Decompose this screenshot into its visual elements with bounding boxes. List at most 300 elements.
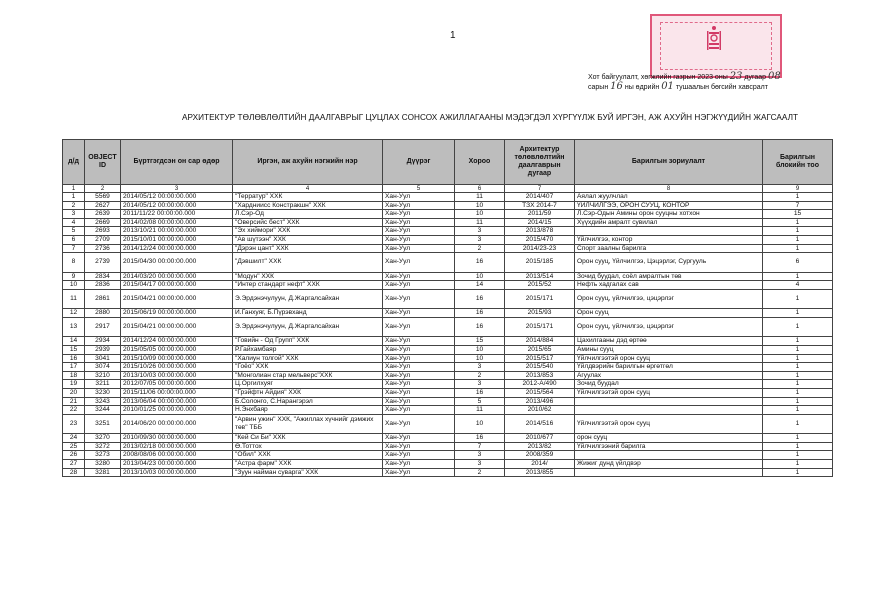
- registered-date: 2010/01/25 00:00:00.000: [121, 406, 233, 415]
- table-row: [63, 371, 833, 380]
- plan-number: 2015/171: [505, 317, 575, 337]
- table-row: [63, 434, 833, 443]
- row-index: 1: [63, 193, 85, 202]
- khoroo: 10: [455, 272, 505, 281]
- plan-number: 2015/52: [505, 281, 575, 290]
- block-count: 1: [763, 414, 833, 434]
- khoroo: 15: [455, 337, 505, 346]
- header-district: Дүүрэг: [383, 140, 455, 185]
- block-count: 1: [763, 389, 833, 398]
- building-purpose: Үйлчилгээний барилга: [575, 442, 763, 451]
- block-count: 1: [763, 451, 833, 460]
- entity-name: "Интер стандарт нефт" ХХК: [233, 281, 383, 290]
- entity-name: "Эх хиймори" ХХК: [233, 227, 383, 236]
- block-count: 1: [763, 434, 833, 443]
- table-row: [63, 218, 833, 227]
- entity-name: "Дэвшилт" ХХК: [233, 253, 383, 273]
- column-number: 4: [233, 185, 383, 193]
- plan-number: 2015/540: [505, 363, 575, 372]
- building-purpose: Үйлчилгээ, контор: [575, 235, 763, 244]
- object-id: 2669: [85, 218, 121, 227]
- entity-name: "Оверсийс бест" ХХК: [233, 218, 383, 227]
- row-index: 20: [63, 389, 85, 398]
- district: Хан-Уул: [383, 406, 455, 415]
- khoroo: 2: [455, 371, 505, 380]
- row-index: 28: [63, 468, 85, 477]
- registered-date: 2014/05/12 00:00:00.000: [121, 193, 233, 202]
- entity-name: "Халиун толгой" ХХК: [233, 354, 383, 363]
- registered-date: 2015/04/17 00:00:00.000: [121, 281, 233, 290]
- district: Хан-Уул: [383, 210, 455, 219]
- khoroo: 16: [455, 253, 505, 273]
- object-id: 3244: [85, 406, 121, 415]
- plan-number: 2015/470: [505, 235, 575, 244]
- object-id: 3251: [85, 414, 121, 434]
- building-purpose: [575, 227, 763, 236]
- row-index: 12: [63, 309, 85, 318]
- plan-number: 2014/23-23: [505, 244, 575, 253]
- table-row: [63, 193, 833, 202]
- row-index: 27: [63, 460, 85, 469]
- registered-date: 2014/12/24 00:00:00.000: [121, 244, 233, 253]
- block-count: 15: [763, 210, 833, 219]
- building-purpose: Л.Сэр-Одын Амины орон сууцны хотхон: [575, 210, 763, 219]
- entity-name: Л.Сэр-Од: [233, 210, 383, 219]
- entity-name: Ц.Оргилхуяг: [233, 380, 383, 389]
- block-count: 1: [763, 227, 833, 236]
- khoroo: 10: [455, 414, 505, 434]
- entity-name: "Хардниисс Констракшн" ХХК: [233, 201, 383, 210]
- plan-number: 2010/677: [505, 434, 575, 443]
- khoroo: 3: [455, 451, 505, 460]
- column-number: 5: [383, 185, 455, 193]
- block-count: 4: [763, 281, 833, 290]
- object-id: 2836: [85, 281, 121, 290]
- object-id: 2639: [85, 210, 121, 219]
- entity-name: "Кей Си Би" ХХК: [233, 434, 383, 443]
- building-purpose: Цахилгааны дэд өртөө: [575, 337, 763, 346]
- block-count: 1: [763, 346, 833, 355]
- object-id: 2917: [85, 317, 121, 337]
- object-id: 2627: [85, 201, 121, 210]
- entity-name: "Зуун найман суварга" ХХК: [233, 468, 383, 477]
- row-index: 22: [63, 406, 85, 415]
- object-id: 3272: [85, 442, 121, 451]
- khoroo: 5: [455, 397, 505, 406]
- column-number: 3: [121, 185, 233, 193]
- object-id: 3281: [85, 468, 121, 477]
- registered-date: 2015/04/21 00:00:00.000: [121, 317, 233, 337]
- approval-note: [588, 72, 828, 92]
- table-row: [63, 244, 833, 253]
- registered-date: 2008/08/06 00:00:00.000: [121, 451, 233, 460]
- district: Хан-Уул: [383, 218, 455, 227]
- plan-number: 2014/516: [505, 414, 575, 434]
- district: Хан-Уул: [383, 468, 455, 477]
- header-entity-name: Иргэн, аж ахуйн нэгжийн нэр: [233, 140, 383, 185]
- block-count: 1: [763, 460, 833, 469]
- table-row: [63, 289, 833, 309]
- registered-date: 2014/06/20 00:00:00.000: [121, 414, 233, 434]
- khoroo: 10: [455, 210, 505, 219]
- khoroo: 14: [455, 281, 505, 290]
- district: Хан-Уул: [383, 380, 455, 389]
- registered-date: 2011/11/22 00:00:00.000: [121, 210, 233, 219]
- plan-number: 2013/878: [505, 227, 575, 236]
- khoroo: 10: [455, 354, 505, 363]
- registered-date: 2012/07/05 00:00:00.000: [121, 380, 233, 389]
- district: Хан-Уул: [383, 309, 455, 318]
- object-id: 3230: [85, 389, 121, 398]
- object-id: 3273: [85, 451, 121, 460]
- block-count: 1: [763, 193, 833, 202]
- plan-number: ТЗХ 2014-7: [505, 201, 575, 210]
- page-number: 1: [450, 30, 456, 41]
- building-purpose: Орон сууц, үйлчилгээ, цэцэрлэг: [575, 317, 763, 337]
- object-id: 3280: [85, 460, 121, 469]
- khoroo: 11: [455, 193, 505, 202]
- khoroo: 3: [455, 227, 505, 236]
- row-index: 23: [63, 414, 85, 434]
- column-number: 1: [63, 185, 85, 193]
- entity-name: Э.Эрдэнэчулуун, Д.Жаргалсайхан: [233, 289, 383, 309]
- object-id: 2709: [85, 235, 121, 244]
- object-id: 3243: [85, 397, 121, 406]
- object-id: 3210: [85, 371, 121, 380]
- table-row: [63, 363, 833, 372]
- object-id: 2934: [85, 337, 121, 346]
- building-purpose: Зочид буудал, соёл амралтын төв: [575, 272, 763, 281]
- entity-name: "Говийн - Од Групп" ХХК: [233, 337, 383, 346]
- district: Хан-Уул: [383, 253, 455, 273]
- district: Хан-Уул: [383, 201, 455, 210]
- plan-number: 2013/496: [505, 397, 575, 406]
- table-row: [63, 397, 833, 406]
- building-purpose: Үйлчилгээтэй орон сууц: [575, 354, 763, 363]
- table-row: [63, 451, 833, 460]
- registered-date: 2015/10/09 00:00:00.000: [121, 354, 233, 363]
- plan-number: 2008/359: [505, 451, 575, 460]
- column-number-row: [63, 185, 833, 193]
- building-purpose: Нефть хадгалах сав: [575, 281, 763, 290]
- handwritten-number: 16: [610, 81, 623, 92]
- plan-number: 2015/171: [505, 289, 575, 309]
- registered-date: 2015/04/21 00:00:00.000: [121, 289, 233, 309]
- khoroo: 7: [455, 442, 505, 451]
- block-count: 1: [763, 397, 833, 406]
- entity-name: "Гоёо" ХХК: [233, 363, 383, 372]
- plan-number: 2011/59: [505, 210, 575, 219]
- district: Хан-Уул: [383, 460, 455, 469]
- object-id: 2834: [85, 272, 121, 281]
- soyombo-emblem-icon: [706, 24, 722, 52]
- row-index: 24: [63, 434, 85, 443]
- row-index: 17: [63, 363, 85, 372]
- district: Хан-Уул: [383, 346, 455, 355]
- row-index: 13: [63, 317, 85, 337]
- block-count: 1: [763, 272, 833, 281]
- object-id: 2939: [85, 346, 121, 355]
- entity-name: Э.Эрдэнэчулуун, Д.Жаргалсайхан: [233, 317, 383, 337]
- header-building-purpose: Барилгын зориулалт: [575, 140, 763, 185]
- registered-date: 2015/04/30 00:00:00.000: [121, 253, 233, 273]
- table-row: [63, 253, 833, 273]
- table-body: [63, 185, 833, 477]
- plan-number: 2014/407: [505, 193, 575, 202]
- khoroo: 16: [455, 389, 505, 398]
- registered-date: 2013/04/23 00:00:00.000: [121, 460, 233, 469]
- entity-name: "Арвин ужин" ХХК, "Ажиллах хүчнийг дэмжих төв" ТББ: [233, 414, 383, 434]
- registered-date: 2013/10/03 00:00:00.000: [121, 371, 233, 380]
- row-index: 9: [63, 272, 85, 281]
- block-count: 7: [763, 201, 833, 210]
- plan-number: 2015/93: [505, 309, 575, 318]
- block-count: 1: [763, 363, 833, 372]
- entity-name: "Терратур" ХХК: [233, 193, 383, 202]
- table-row: [63, 337, 833, 346]
- district: Хан-Уул: [383, 289, 455, 309]
- table-row: [63, 468, 833, 477]
- building-purpose: Үйлчилгээтэй орон сууц: [575, 389, 763, 398]
- district: Хан-Уул: [383, 371, 455, 380]
- table-row: [63, 460, 833, 469]
- entity-name: Ө.Тоттох: [233, 442, 383, 451]
- district: Хан-Уул: [383, 193, 455, 202]
- entity-name: "Астра фарм" ХХК: [233, 460, 383, 469]
- registered-date: 2014/05/12 00:00:00.000: [121, 201, 233, 210]
- object-id: 2739: [85, 253, 121, 273]
- building-purpose: [575, 397, 763, 406]
- khoroo: 2: [455, 244, 505, 253]
- entity-name: Р.Гайхамбаяр: [233, 346, 383, 355]
- object-id: 2736: [85, 244, 121, 253]
- registry-table: [62, 139, 833, 477]
- plan-number: 2014/884: [505, 337, 575, 346]
- row-index: 18: [63, 371, 85, 380]
- khoroo: 16: [455, 309, 505, 318]
- building-purpose: Агуулах: [575, 371, 763, 380]
- entity-name: "Модун" ХХК: [233, 272, 383, 281]
- approval-line-2: сарын: [588, 84, 609, 91]
- building-purpose: Зочид буудал: [575, 380, 763, 389]
- plan-number: 2013/514: [505, 272, 575, 281]
- plan-number: 2010/62: [505, 406, 575, 415]
- plan-number: 2015/65: [505, 346, 575, 355]
- building-purpose: Амины сууц: [575, 346, 763, 355]
- khoroo: 3: [455, 460, 505, 469]
- table-row: [63, 309, 833, 318]
- building-purpose: Аялал жуулчлал: [575, 193, 763, 202]
- object-id: 2693: [85, 227, 121, 236]
- object-id: 3211: [85, 380, 121, 389]
- registered-date: 2013/10/03 00:00:00.000: [121, 468, 233, 477]
- district: Хан-Уул: [383, 227, 455, 236]
- block-count: 1: [763, 289, 833, 309]
- plan-number: 2014/15: [505, 218, 575, 227]
- block-count: 1: [763, 317, 833, 337]
- building-purpose: Орон сууц: [575, 309, 763, 318]
- row-index: 10: [63, 281, 85, 290]
- column-number: 2: [85, 185, 121, 193]
- registered-date: 2014/12/24 00:00:00.000: [121, 337, 233, 346]
- khoroo: 11: [455, 406, 505, 415]
- district: Хан-Уул: [383, 451, 455, 460]
- row-index: 19: [63, 380, 85, 389]
- table-row: [63, 227, 833, 236]
- registered-date: 2015/10/26 00:00:00.000: [121, 363, 233, 372]
- block-count: 1: [763, 406, 833, 415]
- entity-name: "Монголиан стар мельверс"ХХК: [233, 371, 383, 380]
- building-purpose: ҮЙЛЧИЛГЭЭ, ОРОН СУУЦ, КОНТОР: [575, 201, 763, 210]
- building-purpose: Үйлчилгээтэй орон сууц: [575, 414, 763, 434]
- block-count: 1: [763, 354, 833, 363]
- table-row: [63, 201, 833, 210]
- row-index: 14: [63, 337, 85, 346]
- registered-date: 2013/10/21 00:00:00.000: [121, 227, 233, 236]
- object-id: 3270: [85, 434, 121, 443]
- entity-name: "Ав шүтээн" ХХК: [233, 235, 383, 244]
- header-plan-number: Архитектур төлөвлөлтийн даалгаврын дугаар: [505, 140, 575, 185]
- plan-number: 2013/855: [505, 468, 575, 477]
- khoroo: 3: [455, 380, 505, 389]
- table-row: [63, 235, 833, 244]
- khoroo: 10: [455, 201, 505, 210]
- khoroo: 2: [455, 468, 505, 477]
- table-row: [63, 346, 833, 355]
- document-title: АРХИТЕКТУР ТӨЛӨВЛӨЛТИЙН ДААЛГАВРЫГ ЦУЦЛАХ СОНСОХ АЖИЛЛАГААНЫ МЭДЭГДЭЛ ХҮРГҮҮЛЖ БУЙ ИРГЭН, АЖ АХУЙН НЭГЖҮҮДИЙН ЖАГСААЛТ: [181, 113, 799, 122]
- building-purpose: [575, 406, 763, 415]
- entity-name: "Обил" ХХК: [233, 451, 383, 460]
- entity-name: "Дэрэн цант" ХХК: [233, 244, 383, 253]
- table-row: [63, 406, 833, 415]
- approval-line-1: Хот байгуулалт, хөгжлийн газрын 2023 оны: [588, 74, 728, 81]
- table-header-row: [63, 140, 833, 185]
- khoroo: 16: [455, 289, 505, 309]
- registered-date: 2015/05/05 00:00:00.000: [121, 346, 233, 355]
- handwritten-number: 01: [661, 81, 674, 92]
- plan-number: 2014/: [505, 460, 575, 469]
- district: Хан-Уул: [383, 363, 455, 372]
- object-id: 5569: [85, 193, 121, 202]
- registered-date: 2014/02/08 00:00:00.000: [121, 218, 233, 227]
- row-index: 11: [63, 289, 85, 309]
- table-row: [63, 281, 833, 290]
- row-index: 8: [63, 253, 85, 273]
- building-purpose: [575, 451, 763, 460]
- approval-line-1-tail: дугаар: [744, 74, 767, 81]
- row-index: 2: [63, 201, 85, 210]
- row-index: 4: [63, 218, 85, 227]
- table-row: [63, 317, 833, 337]
- approval-line-2-mid: ны өдрийн: [624, 84, 660, 91]
- header-registered-date: Бүртгэгдсэн он сар өдөр: [121, 140, 233, 185]
- official-stamp: [650, 14, 782, 78]
- row-index: 5: [63, 227, 85, 236]
- column-number: 8: [575, 185, 763, 193]
- district: Хан-Уул: [383, 434, 455, 443]
- object-id: 2861: [85, 289, 121, 309]
- registered-date: 2015/11/06 00:00:00.000: [121, 389, 233, 398]
- plan-number: 2013/82: [505, 442, 575, 451]
- district: Хан-Уул: [383, 337, 455, 346]
- row-index: 7: [63, 244, 85, 253]
- row-index: 15: [63, 346, 85, 355]
- approval-line-2-end: бөгсийн хавсралт: [711, 84, 768, 91]
- khoroo: 16: [455, 317, 505, 337]
- row-index: 26: [63, 451, 85, 460]
- object-id: 2880: [85, 309, 121, 318]
- row-index: 21: [63, 397, 85, 406]
- row-index: 6: [63, 235, 85, 244]
- header-object-id: OBJECT ID: [85, 140, 121, 185]
- block-count: 1: [763, 244, 833, 253]
- table-row: [63, 389, 833, 398]
- registered-date: 2013/02/18 00:00:00.000: [121, 442, 233, 451]
- khoroo: 3: [455, 363, 505, 372]
- plan-number: 2015/517: [505, 354, 575, 363]
- column-number: 7: [505, 185, 575, 193]
- building-purpose: Орон сууц, үйлчилгээ, цэцэрлэг: [575, 289, 763, 309]
- registered-date: 2014/03/20 00:00:00.000: [121, 272, 233, 281]
- plan-number: 2013/853: [505, 371, 575, 380]
- building-purpose: Спорт заалны барилга: [575, 244, 763, 253]
- district: Хан-Уул: [383, 235, 455, 244]
- handwritten-number: 08: [768, 71, 781, 82]
- district: Хан-Уул: [383, 389, 455, 398]
- block-count: 1: [763, 380, 833, 389]
- khoroo: 16: [455, 434, 505, 443]
- khoroo: 10: [455, 346, 505, 355]
- column-number: 9: [763, 185, 833, 193]
- district: Хан-Уул: [383, 317, 455, 337]
- building-purpose: орон сууц: [575, 434, 763, 443]
- block-count: 1: [763, 218, 833, 227]
- handwritten-number: 23: [729, 71, 743, 82]
- district: Хан-Уул: [383, 442, 455, 451]
- header-khoroo: Хороо: [455, 140, 505, 185]
- block-count: 1: [763, 337, 833, 346]
- district: Хан-Уул: [383, 354, 455, 363]
- row-index: 16: [63, 354, 85, 363]
- plan-number: 2012-А/490: [505, 380, 575, 389]
- building-purpose: Жижиг дунд үйлдвэр: [575, 460, 763, 469]
- district: Хан-Уул: [383, 281, 455, 290]
- registered-date: 2015/10/01 00:00:00.000: [121, 235, 233, 244]
- building-purpose: Үйлдвэрийн барилгын өргөтгөл: [575, 363, 763, 372]
- registered-date: 2013/06/04 00:00:00.000: [121, 397, 233, 406]
- district: Хан-Уул: [383, 272, 455, 281]
- column-number: 6: [455, 185, 505, 193]
- khoroo: 3: [455, 235, 505, 244]
- entity-name: Б.Солонго, С.Нарангэрэл: [233, 397, 383, 406]
- entity-name: Н.Энхбаяр: [233, 406, 383, 415]
- block-count: 1: [763, 442, 833, 451]
- district: Хан-Уул: [383, 397, 455, 406]
- row-index: 25: [63, 442, 85, 451]
- table-row: [63, 414, 833, 434]
- building-purpose: [575, 468, 763, 477]
- table-row: [63, 272, 833, 281]
- entity-name: "Грэйфтн Айдия" ХХК: [233, 389, 383, 398]
- block-count: 1: [763, 309, 833, 318]
- registered-date: 2010/09/30 00:00:00.000: [121, 434, 233, 443]
- block-count: 6: [763, 253, 833, 273]
- building-purpose: Орон сууц, Үйлчилгээ, Цэцэрлэг, Сургууль: [575, 253, 763, 273]
- district: Хан-Уул: [383, 414, 455, 434]
- table-row: [63, 442, 833, 451]
- block-count: 1: [763, 235, 833, 244]
- table-row: [63, 210, 833, 219]
